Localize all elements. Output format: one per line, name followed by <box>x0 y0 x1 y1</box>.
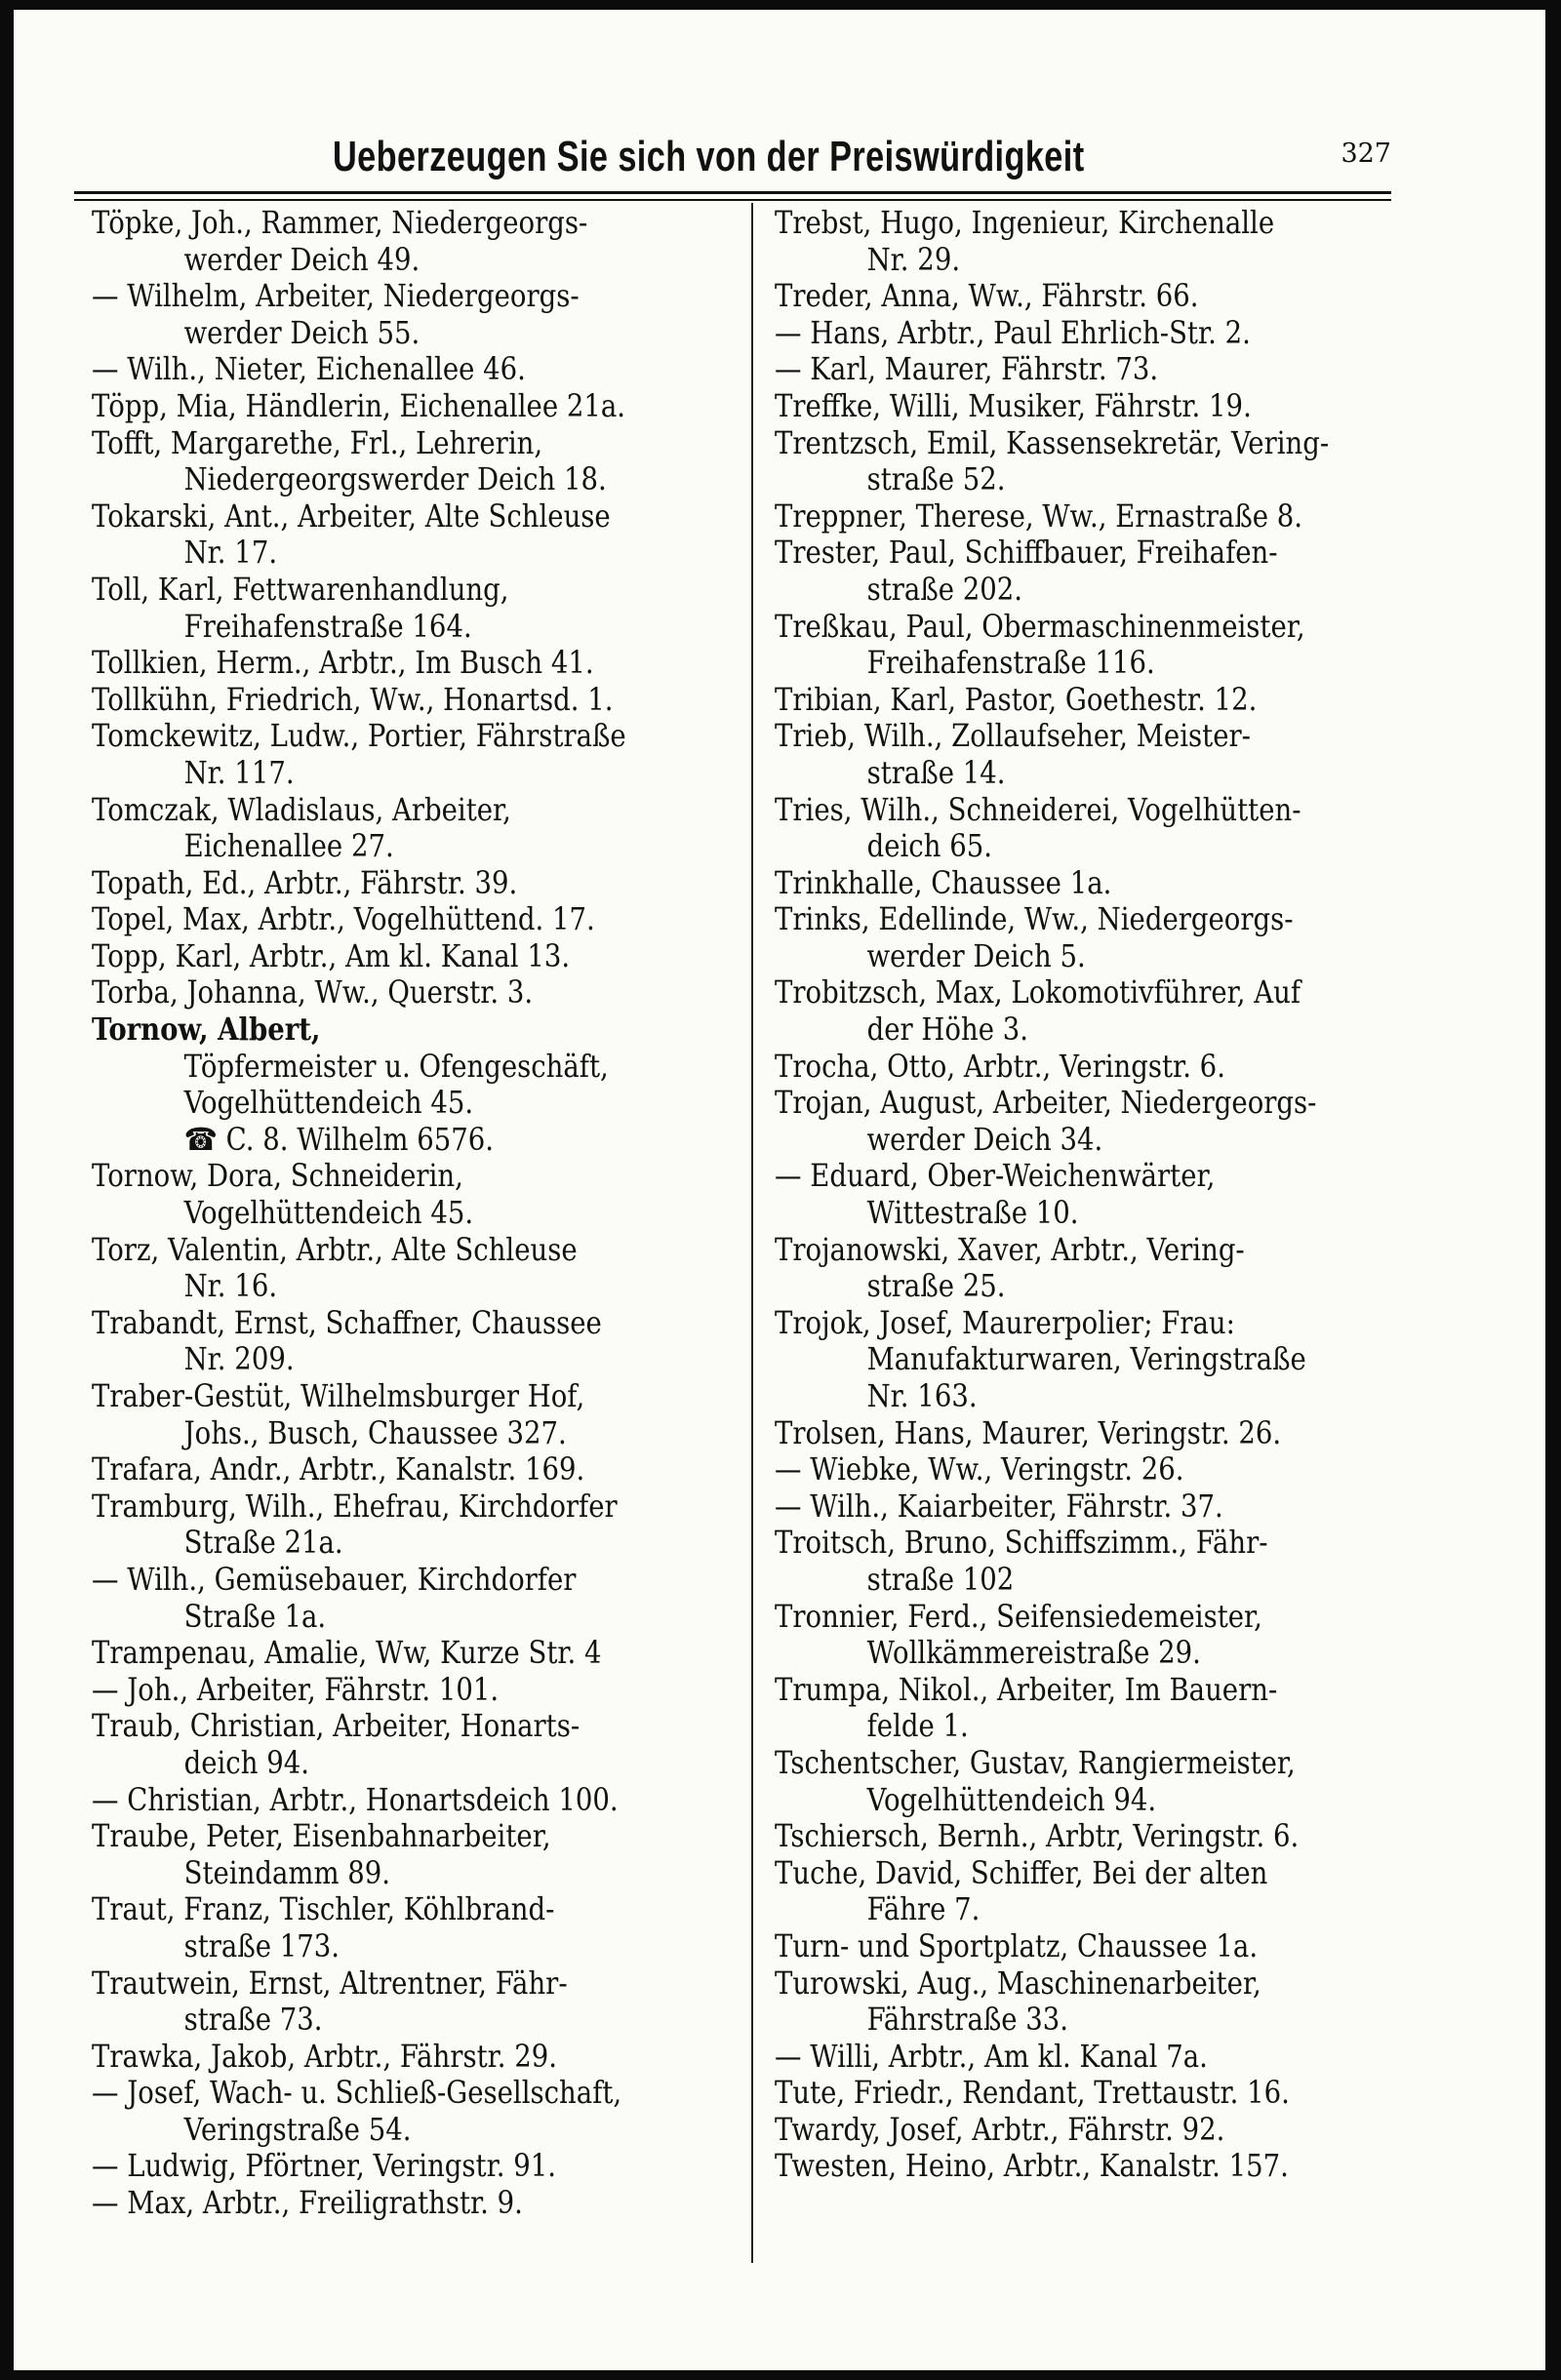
directory-entry <box>775 1965 1413 2039</box>
entry-continuation-line: Freihafenstraße 164. <box>183 607 472 645</box>
directory-entry <box>775 1745 1413 1818</box>
directory-entry <box>92 1232 730 1305</box>
entry-continuation-line: Johs., Busch, Chaussee 327. <box>183 1413 567 1451</box>
directory-entry <box>775 315 1413 352</box>
directory-entry <box>775 682 1413 719</box>
directory-entry <box>92 2148 730 2185</box>
directory-entry <box>775 425 1413 498</box>
entry-name-line: Traber-Gestüt, Wilhelmsburger Hof, <box>92 1377 585 1414</box>
directory-entry <box>775 1525 1413 1598</box>
entry-name-line: Twardy, Josef, Arbtr., Fährstr. 92. <box>775 2110 1225 2148</box>
entry-name-line: Traube, Peter, Eisenbahnarbeiter, <box>92 1817 551 1855</box>
entry-name-line: Tollkühn, Friedrich, Ww., Honartsd. 1. <box>92 680 614 718</box>
entry-name-line: — Josef, Wach- u. Schließ-Gesellschaft, <box>92 2074 622 2112</box>
entry-name-line: — Eduard, Ober-Weichenwärter, <box>775 1157 1216 1195</box>
directory-entry <box>775 865 1413 902</box>
entry-name-line: Trautwein, Ernst, Altrentner, Fähr- <box>92 1964 568 2002</box>
entry-name-line: Turn- und Sportplatz, Chaussee 1a. <box>775 1926 1259 1964</box>
entry-name-line: — Willi, Arbtr., Am kl. Kanal 7a. <box>775 2037 1208 2075</box>
entry-continuation-line: straße 102 <box>866 1560 1015 1598</box>
entry-continuation-line: Straße 1a. <box>183 1597 327 1635</box>
entry-name-line: Trocha, Otto, Arbtr., Veringstr. 6. <box>775 1047 1225 1085</box>
entry-continuation-line: Straße 21a. <box>183 1524 343 1562</box>
entry-name-line: Tschentscher, Gustav, Rangiermeister, <box>775 1743 1296 1781</box>
entry-continuation-line: straße 202. <box>866 570 1023 608</box>
directory-entry <box>775 1818 1413 1855</box>
directory-entry <box>92 1305 730 1378</box>
directory-entry <box>775 1232 1413 1305</box>
entry-name-line: Topp, Karl, Arbtr., Am kl. Kanal 13. <box>92 936 571 974</box>
entry-name-line: Tomczak, Wladislaus, Arbeiter, <box>92 790 511 828</box>
entry-continuation-line: werder Deich 34. <box>866 1120 1103 1158</box>
entry-name-line: Tornow, Albert, <box>92 1011 321 1049</box>
entry-name-line: — Wilh., Gemüsebauer, Kirchdorfer <box>92 1560 577 1598</box>
directory-entry <box>92 205 730 278</box>
directory-entry <box>92 1891 730 1964</box>
entry-name-line: — Wilhelm, Arbeiter, Niedergeorgs- <box>92 277 580 315</box>
entry-name-line: Tramburg, Wilh., Ehefrau, Kirchdorfer <box>92 1487 618 1525</box>
entry-name-line: Tronnier, Ferd., Seifensiedemeister, <box>775 1597 1262 1635</box>
header-rule-bottom <box>74 199 1391 201</box>
entry-name-line: Tschiersch, Bernh., Arbtr, Veringstr. 6. <box>775 1817 1300 1855</box>
header-rule-top <box>74 191 1391 194</box>
directory-entry <box>775 535 1413 608</box>
right-column <box>775 205 1391 2185</box>
directory-entry <box>775 1305 1413 1415</box>
directory-entry <box>775 388 1413 425</box>
entry-name-line: Topel, Max, Arbtr., Vogelhüttend. 17. <box>92 900 595 938</box>
directory-entry <box>92 1708 730 1781</box>
directory-entry <box>92 388 730 425</box>
entry-continuation-line: Fähre 7. <box>866 1890 981 1928</box>
directory-entry <box>92 1635 730 1672</box>
entry-continuation-line: Töpfermeister u. Ofengeschäft, <box>183 1047 609 1085</box>
entry-name-line: Trester, Paul, Schiffbauer, Freihafen- <box>775 534 1278 572</box>
directory-entry <box>775 1928 1413 1965</box>
entry-continuation-line: Vogelhüttendeich 45. <box>183 1084 474 1122</box>
entry-continuation-line: Wittestraße 10. <box>866 1194 1079 1232</box>
directory-entry <box>775 901 1413 974</box>
entry-name-line: Trieb, Wilh., Zollaufseher, Meister- <box>775 717 1251 755</box>
entry-name-line: — Wiebke, Ww., Veringstr. 26. <box>775 1450 1184 1488</box>
entry-name-line: Twesten, Heino, Arbtr., Kanalstr. 157. <box>775 2147 1289 2185</box>
directory-entry <box>92 718 730 791</box>
directory-entry <box>92 901 730 938</box>
entry-continuation-line: Nr. 17. <box>183 534 278 572</box>
directory-entry <box>775 1672 1413 1745</box>
entry-name-line: Trafara, Andr., Arbtr., Kanalstr. 169. <box>92 1450 585 1488</box>
entry-continuation-line: Nr. 209. <box>183 1340 295 1378</box>
directory-entry <box>92 974 730 1012</box>
entry-name-line: — Wilh., Kaiarbeiter, Fährstr. 37. <box>775 1487 1223 1525</box>
directory-entry <box>775 609 1413 682</box>
directory-entry <box>775 351 1413 388</box>
entry-continuation-line: straße 14. <box>866 753 1006 791</box>
directory-entry <box>92 2185 730 2222</box>
entry-continuation-line: werder Deich 5. <box>866 936 1086 974</box>
directory-entry <box>92 792 730 865</box>
entry-name-line: Trojok, Josef, Maurerpolier; Frau: <box>775 1303 1235 1341</box>
directory-entry <box>92 865 730 902</box>
header-title: Ueberzeugen Sie sich von der Preiswürdigkeit <box>333 133 1085 180</box>
directory-entry <box>92 1488 730 1562</box>
entry-continuation-line: Manufakturwaren, Veringstraße <box>866 1340 1306 1378</box>
directory-entry <box>775 278 1413 315</box>
entry-name-line: Tollkien, Herm., Arbtr., Im Busch 41. <box>92 644 594 682</box>
entry-name-line: Töpp, Mia, Händlerin, Eichenallee 21a. <box>92 386 626 424</box>
entry-name-line: Traut, Franz, Tischler, Köhlbrand- <box>92 1890 555 1928</box>
entry-name-line: Trolsen, Hans, Maurer, Veringstr. 26. <box>775 1413 1282 1451</box>
directory-entry <box>775 2075 1413 2112</box>
entry-name-line: Trojan, August, Arbeiter, Niedergeorgs- <box>775 1084 1317 1122</box>
directory-entry <box>775 498 1413 536</box>
entry-name-line: — Karl, Maurer, Fährstr. 73. <box>775 350 1159 388</box>
entry-name-line: Trobitzsch, Max, Lokomotivführer, Auf <box>775 973 1301 1012</box>
entry-name-line: Troitsch, Bruno, Schiffszimm., Fähr- <box>775 1524 1268 1562</box>
entry-name-line: Tribian, Karl, Pastor, Goethestr. 12. <box>775 680 1258 718</box>
column-divider <box>751 203 753 2263</box>
entry-name-line: Trojanowski, Xaver, Arbtr., Vering- <box>775 1230 1245 1268</box>
entry-continuation-line: Eichenallee 27. <box>183 827 394 865</box>
entry-continuation-line: der Höhe 3. <box>866 1011 1028 1049</box>
directory-entry <box>92 1378 730 1451</box>
entry-continuation-line: deich 65. <box>866 827 992 865</box>
entry-name-line: Trentzsch, Emil, Kassensekretär, Vering- <box>775 423 1330 461</box>
directory-entry <box>775 2112 1413 2149</box>
directory-entry <box>92 1012 730 1158</box>
entry-continuation-line: Nr. 163. <box>866 1377 978 1414</box>
entry-continuation-line: Vogelhüttendeich 45. <box>183 1194 474 1232</box>
entry-name-line: Tuche, David, Schiffer, Bei der alten <box>775 1853 1268 1891</box>
entry-name-line: Tries, Wilh., Schneiderei, Vogelhütten- <box>775 790 1301 828</box>
entry-name-line: — Hans, Arbtr., Paul Ehrlich-Str. 2. <box>775 313 1251 351</box>
entry-name-line: Treffke, Willi, Musiker, Fährstr. 19. <box>775 386 1252 424</box>
directory-entry <box>92 572 730 645</box>
directory-entry <box>92 1672 730 1709</box>
entry-name-line: Trinks, Edellinde, Ww., Niedergeorgs- <box>775 900 1294 938</box>
entry-name-line: Trumpa, Nikol., Arbeiter, Im Bauern- <box>775 1670 1278 1708</box>
entry-name-line: Trawka, Jakob, Arbtr., Fährstr. 29. <box>92 2037 558 2075</box>
entry-continuation-line: werder Deich 49. <box>183 240 420 278</box>
entry-continuation-line: Vogelhüttendeich 94. <box>866 1780 1157 1818</box>
entry-continuation-line: Fährstraße 33. <box>866 2001 1069 2039</box>
directory-entry <box>92 938 730 975</box>
entry-continuation-line: Wollkämmereistraße 29. <box>866 1634 1201 1672</box>
entry-continuation-line: straße 52. <box>866 460 1006 498</box>
entry-continuation-line: Nr. 16. <box>183 1267 278 1305</box>
directory-entry <box>775 1599 1413 1672</box>
directory-entry <box>775 1415 1413 1452</box>
entry-name-line: — Wilh., Nieter, Eichenallee 46. <box>92 350 526 388</box>
entry-continuation-line: Nr. 117. <box>183 753 295 791</box>
entry-continuation-line: Nr. 29. <box>866 240 961 278</box>
directory-entry <box>775 974 1413 1048</box>
directory-page <box>14 10 1545 2370</box>
page-number: 327 <box>1341 139 1391 169</box>
entry-name-line: Treder, Anna, Ww., Fährstr. 66. <box>775 277 1199 315</box>
entry-name-line: Topath, Ed., Arbtr., Fährstr. 39. <box>92 863 518 901</box>
entry-name-line: Treßkau, Paul, Obermaschinenmeister, <box>775 607 1305 645</box>
directory-entry <box>92 645 730 682</box>
directory-entry <box>92 1965 730 2039</box>
directory-entry <box>92 1562 730 1635</box>
entry-name-line: Traub, Christian, Arbeiter, Honarts- <box>92 1707 580 1745</box>
directory-entry <box>775 1488 1413 1526</box>
entry-name-line: — Joh., Arbeiter, Fährstr. 101. <box>92 1670 500 1708</box>
directory-entry <box>775 1049 1413 1086</box>
directory-entry <box>775 2039 1413 2076</box>
entry-name-line: Turowski, Aug., Maschinenarbeiter, <box>775 1964 1261 2002</box>
entry-name-line: Tornow, Dora, Schneiderin, <box>92 1157 463 1195</box>
entry-name-line: Toll, Karl, Fettwarenhandlung, <box>92 570 509 608</box>
entry-name-line: — Max, Arbtr., Freiligrathstr. 9. <box>92 2184 523 2222</box>
directory-entry <box>775 2148 1413 2185</box>
entry-name-line: Trebst, Hugo, Ingenieur, Kirchenalle <box>775 204 1275 241</box>
entry-name-line: Treppner, Therese, Ww., Ernastraße 8. <box>775 496 1302 535</box>
entry-continuation-line: deich 94. <box>183 1743 309 1781</box>
entry-continuation-line: Freihafenstraße 116. <box>866 644 1155 682</box>
directory-entry <box>775 1451 1413 1488</box>
entry-name-line: Trabandt, Ernst, Schaffner, Chaussee <box>92 1303 602 1341</box>
entry-continuation-line: Steindamm 89. <box>183 1853 391 1891</box>
entry-name-line: — Christian, Arbtr., Honartsdeich 100. <box>92 1780 619 1818</box>
directory-entry <box>92 425 730 498</box>
directory-entry <box>775 1855 1413 1928</box>
entry-name-line: Torba, Johanna, Ww., Querstr. 3. <box>92 973 534 1012</box>
directory-entry <box>92 351 730 388</box>
directory-entry <box>92 498 730 572</box>
directory-entry <box>775 718 1413 791</box>
entry-name-line: Tofft, Margarethe, Frl., Lehrerin, <box>92 423 543 461</box>
directory-entry <box>775 1085 1413 1158</box>
entry-name-line: Tute, Friedr., Rendant, Trettaustr. 16. <box>775 2074 1290 2112</box>
entry-name-line: Tokarski, Ant., Arbeiter, Alte Schleuse <box>92 496 611 535</box>
directory-entry <box>775 1158 1413 1231</box>
left-column <box>92 205 726 2222</box>
entry-name-line: Töpke, Joh., Rammer, Niedergeorgs- <box>92 204 588 241</box>
directory-entry <box>92 1451 730 1488</box>
directory-entry <box>92 1818 730 1891</box>
entry-name-line: — Ludwig, Pförtner, Veringstr. 91. <box>92 2147 556 2185</box>
directory-entry <box>92 2039 730 2076</box>
entry-continuation-line: Niedergeorgswerder Deich 18. <box>183 460 607 498</box>
entry-name-line: Tomckewitz, Ludw., Portier, Fährstraße <box>92 717 626 755</box>
entry-name-line: Trinkhalle, Chaussee 1a. <box>775 863 1112 901</box>
directory-entry <box>775 205 1413 278</box>
entry-name-line: Torz, Valentin, Arbtr., Alte Schleuse <box>92 1230 578 1268</box>
directory-entry <box>92 1782 730 1819</box>
entry-continuation-line: straße 73. <box>183 2001 323 2039</box>
page-header <box>74 117 1391 195</box>
directory-entry <box>92 2075 730 2148</box>
entry-continuation-line: straße 25. <box>866 1267 1006 1305</box>
entry-continuation-line: werder Deich 55. <box>183 313 420 351</box>
directory-entry <box>775 792 1413 865</box>
directory-entry <box>92 682 730 719</box>
directory-entry <box>92 278 730 351</box>
entry-continuation-line: Veringstraße 54. <box>183 2110 412 2148</box>
entry-name-line: Trampenau, Amalie, Ww, Kurze Str. 4 <box>92 1634 602 1672</box>
directory-entry <box>92 1158 730 1231</box>
entry-continuation-line: ☎ C. 8. Wilhelm 6576. <box>183 1120 495 1158</box>
entry-continuation-line: straße 173. <box>183 1926 340 1964</box>
entry-continuation-line: felde 1. <box>866 1707 969 1745</box>
